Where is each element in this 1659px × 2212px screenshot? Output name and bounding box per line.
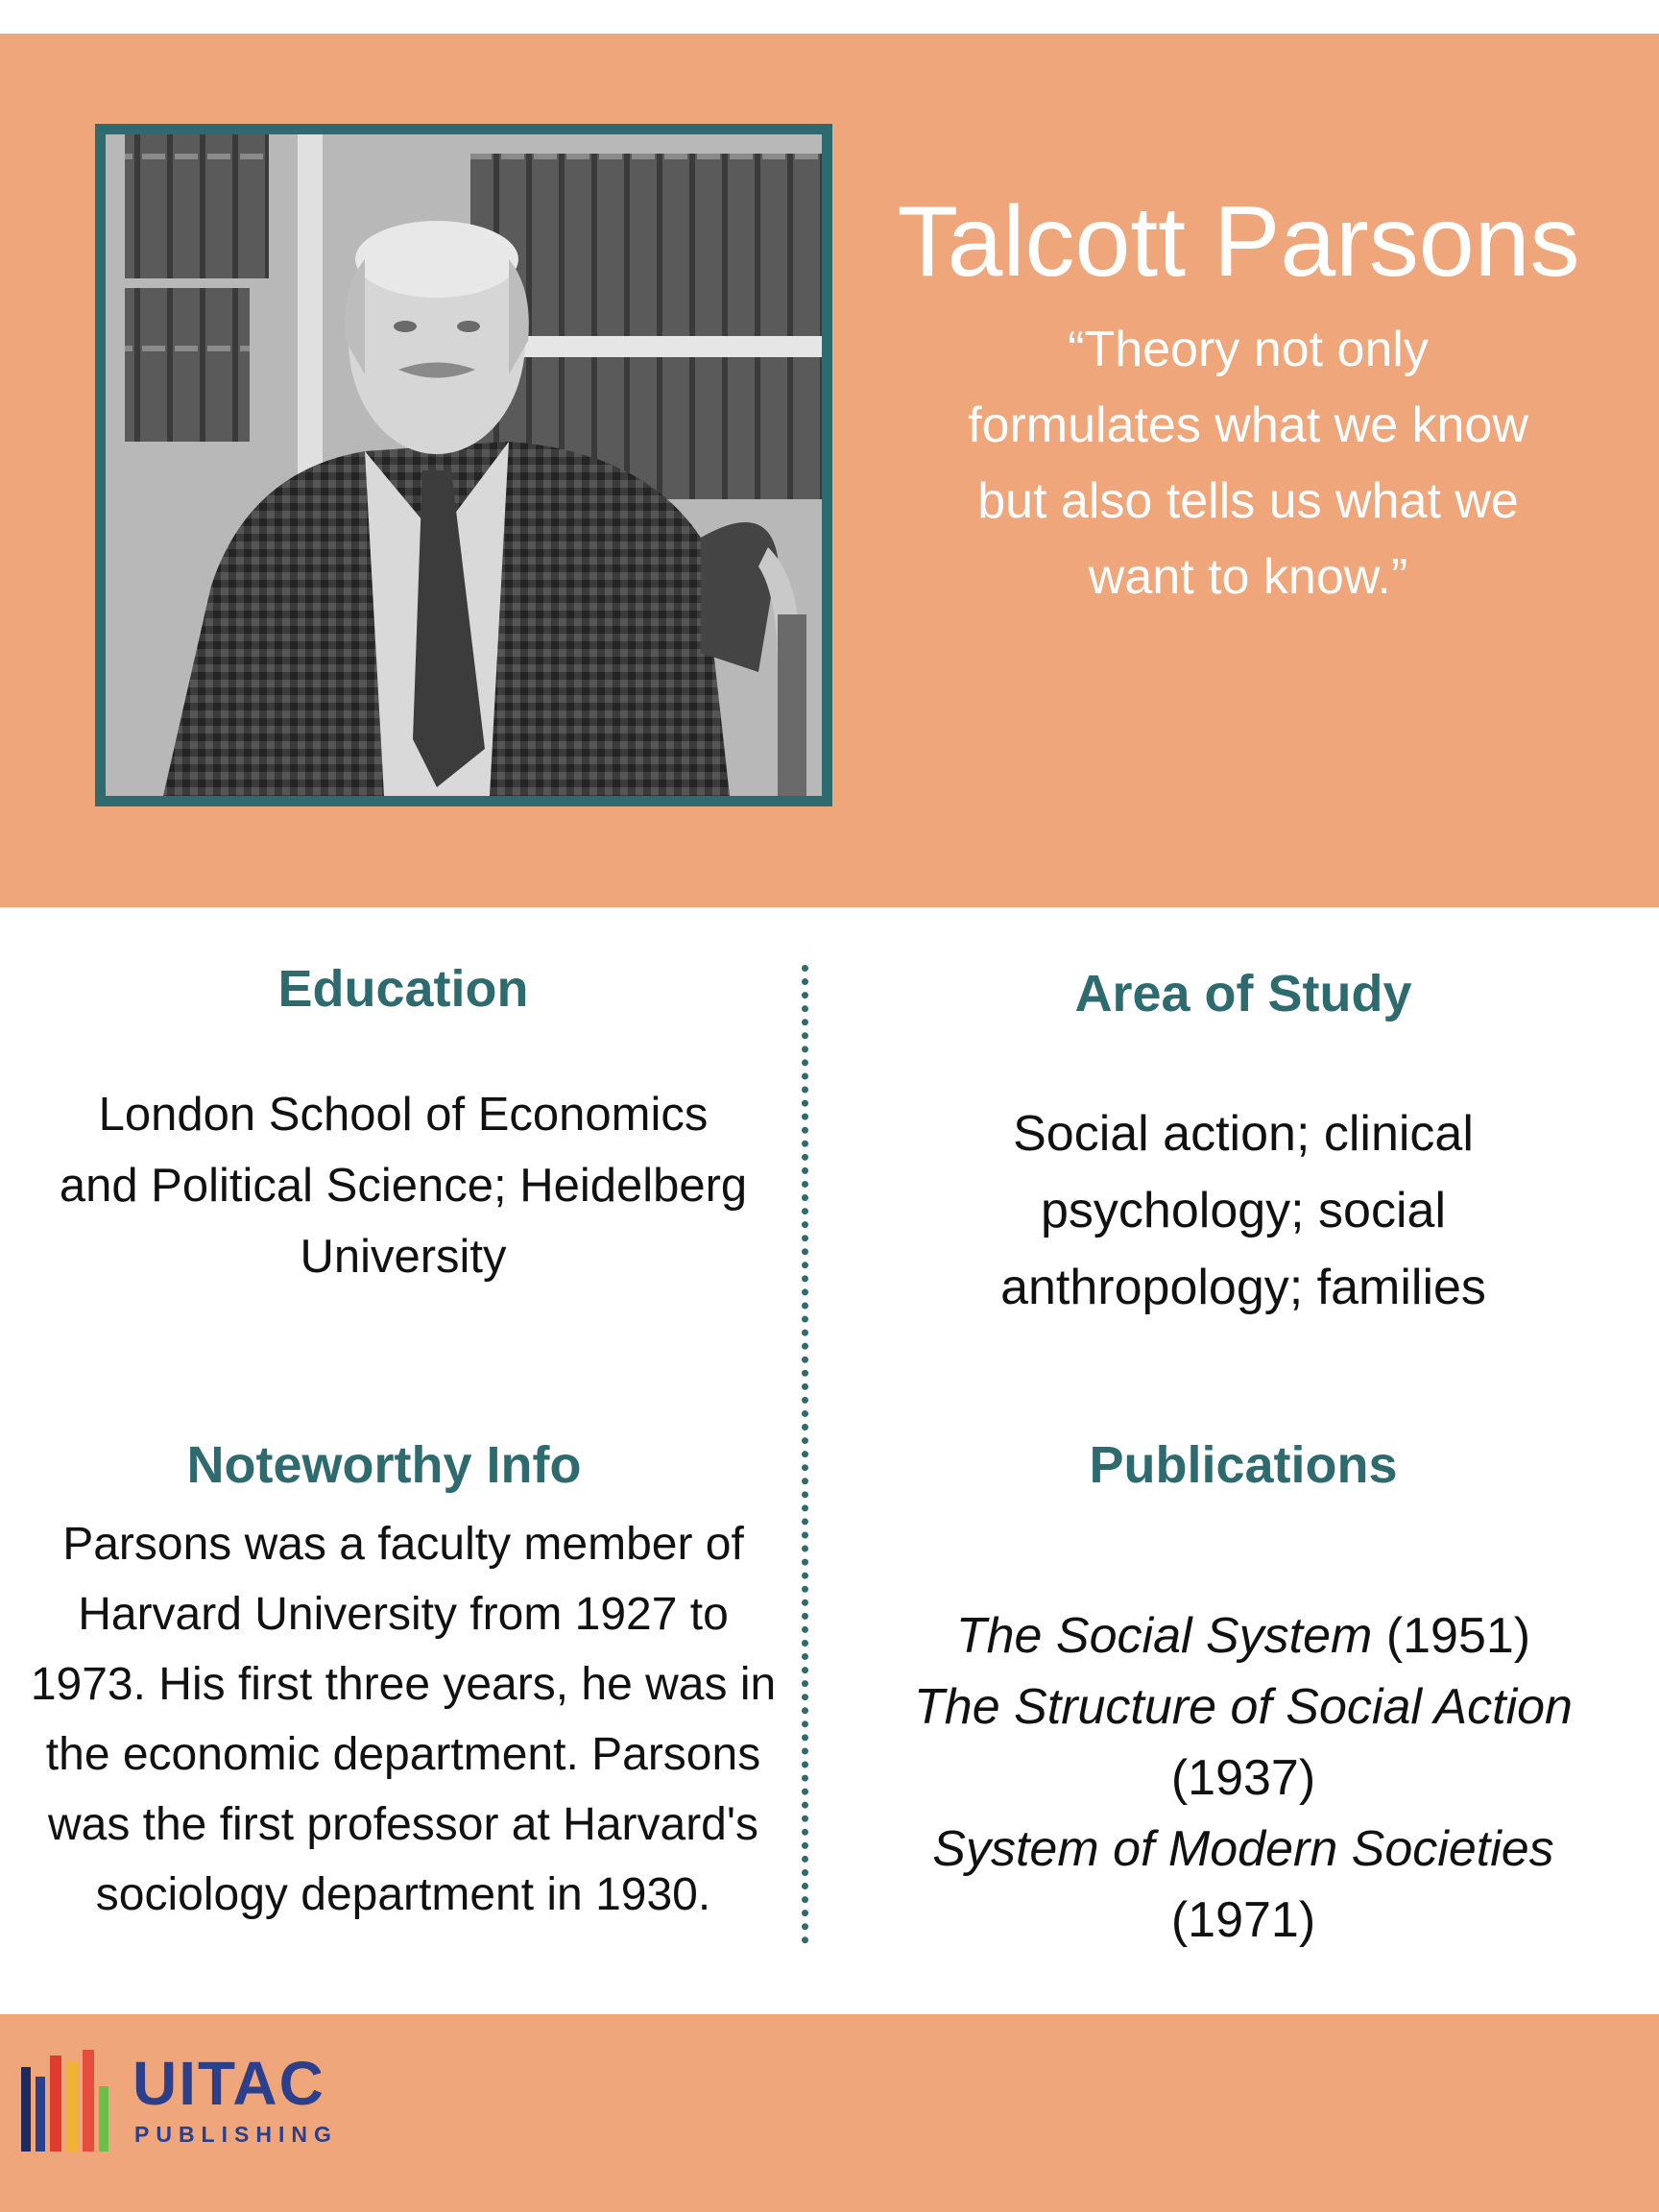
publication-year: (1951) <box>1385 1608 1531 1664</box>
area-of-study-heading: Area of Study <box>1074 965 1412 1022</box>
publisher-logo <box>19 2048 338 2153</box>
portrait-photo-icon <box>106 134 822 796</box>
noteworthy-heading: Noteworthy Info <box>186 1436 582 1494</box>
education-text: London School of Economics and Political Science; Heidelberg University <box>59 1089 748 1283</box>
page-title: Talcott Parsons <box>897 185 1580 298</box>
publication-item <box>845 1814 1642 1956</box>
publication-title: The Structure of Social Action <box>914 1679 1573 1735</box>
quote-text: “Theory not only formulates what we know but also tells us what we want to know.” <box>968 322 1528 605</box>
publications-heading: Publications <box>1089 1436 1398 1494</box>
column-divider <box>802 965 808 1944</box>
noteworthy-text: Parsons was a faculty member of Harvard University from 1927 to 1973. His first three years, he was in the economic department. Parsons was the first professor at Harvard's sociology department in 1930. <box>30 1519 777 1920</box>
logo-subtitle: PUBLISHING <box>134 2122 338 2147</box>
area-of-study-text: Social action; clinical psychology; social anthropology; families <box>1000 1106 1486 1315</box>
education-heading: Education <box>277 960 529 1018</box>
publication-item <box>845 1671 1642 1814</box>
publication-title: The Social System <box>955 1608 1373 1664</box>
publication-title: System of Modern Societies <box>932 1821 1554 1877</box>
portrait-photo <box>95 124 832 806</box>
publication-item <box>845 1600 1642 1671</box>
publication-year: (1937) <box>1170 1750 1316 1806</box>
book-bars-logo-icon <box>19 2048 115 2153</box>
publication-year: (1971) <box>1170 1892 1316 1948</box>
publications-list <box>845 1600 1642 1956</box>
logo-name: UITAC <box>132 2049 325 2118</box>
